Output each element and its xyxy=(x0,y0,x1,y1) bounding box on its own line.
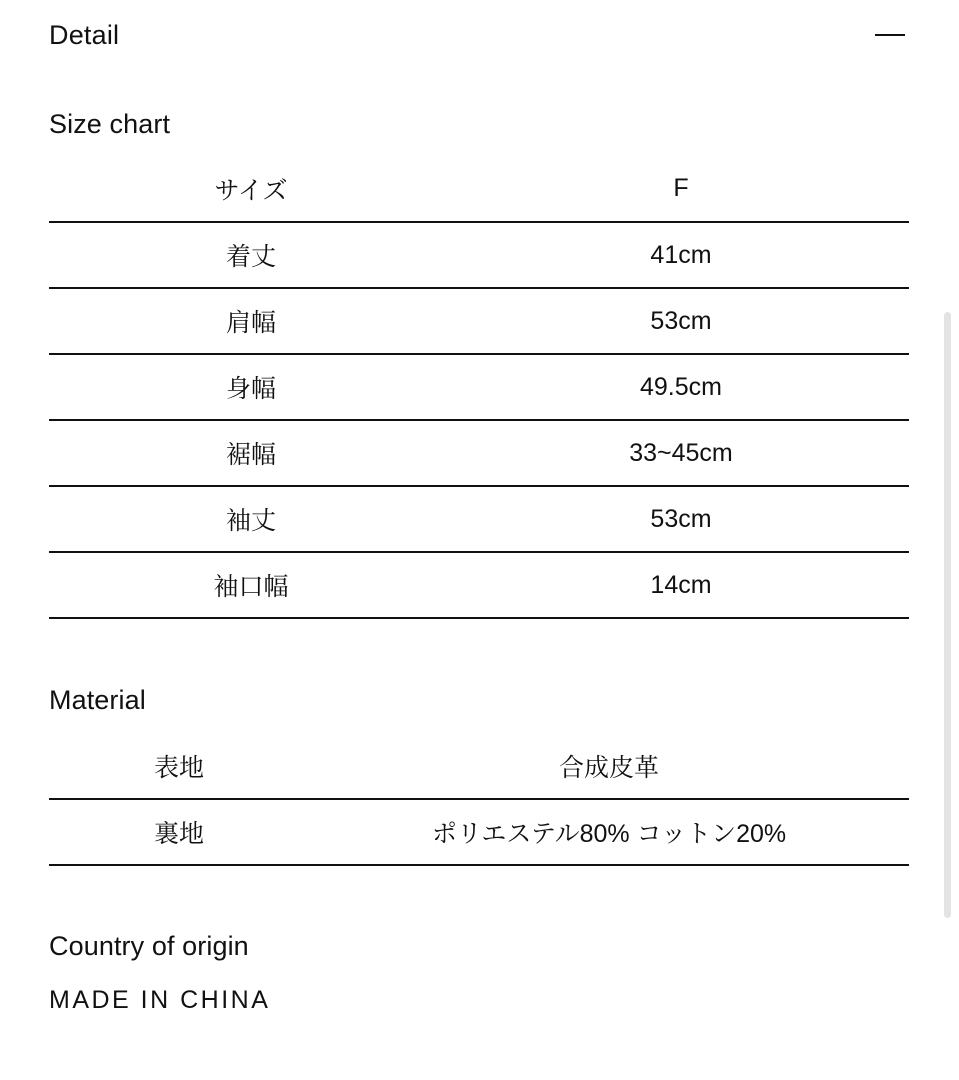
detail-title: Detail xyxy=(49,20,120,50)
table-row xyxy=(49,799,909,865)
size-chart-title: Size chart xyxy=(49,109,171,139)
material-outer-value: 合成皮革 xyxy=(558,753,659,782)
row-value: 41cm xyxy=(453,222,909,288)
origin-value: MADE IN CHINA xyxy=(49,986,271,1014)
size-header-label: サイズ xyxy=(214,176,288,205)
table-row xyxy=(49,552,909,618)
table-row xyxy=(49,354,909,420)
size-chart-header-row xyxy=(49,156,909,222)
row-label: 裾幅 xyxy=(49,420,453,486)
minus-icon[interactable] xyxy=(875,34,905,36)
row-label: 肩幅 xyxy=(49,288,453,354)
material-outer-label: 表地 xyxy=(153,753,204,782)
origin-title: Country of origin xyxy=(49,931,249,961)
row-label: 袖丈 xyxy=(49,486,453,552)
row-value: 33~45cm xyxy=(453,420,909,486)
material-title: Material xyxy=(49,685,146,715)
table-row xyxy=(49,486,909,552)
row-label: 着丈 xyxy=(49,222,453,288)
material-header-row xyxy=(49,733,909,799)
scrollbar-thumb[interactable] xyxy=(944,312,951,918)
row-value: 14cm xyxy=(453,552,909,618)
row-label: 袖口幅 xyxy=(49,552,453,618)
row-label: 身幅 xyxy=(49,354,453,420)
row-value: 53cm xyxy=(453,288,909,354)
size-chart-table xyxy=(49,156,909,619)
row-label: 裏地 xyxy=(49,799,309,865)
table-row xyxy=(49,288,909,354)
table-row xyxy=(49,420,909,486)
row-value: 49.5cm xyxy=(453,354,909,420)
row-value: 53cm xyxy=(453,486,909,552)
row-value: ポリエステル80% コットン20% xyxy=(309,799,909,865)
material-table xyxy=(49,733,909,866)
table-row xyxy=(49,222,909,288)
detail-accordion-header[interactable] xyxy=(49,12,909,58)
size-header-value: F xyxy=(673,174,689,202)
